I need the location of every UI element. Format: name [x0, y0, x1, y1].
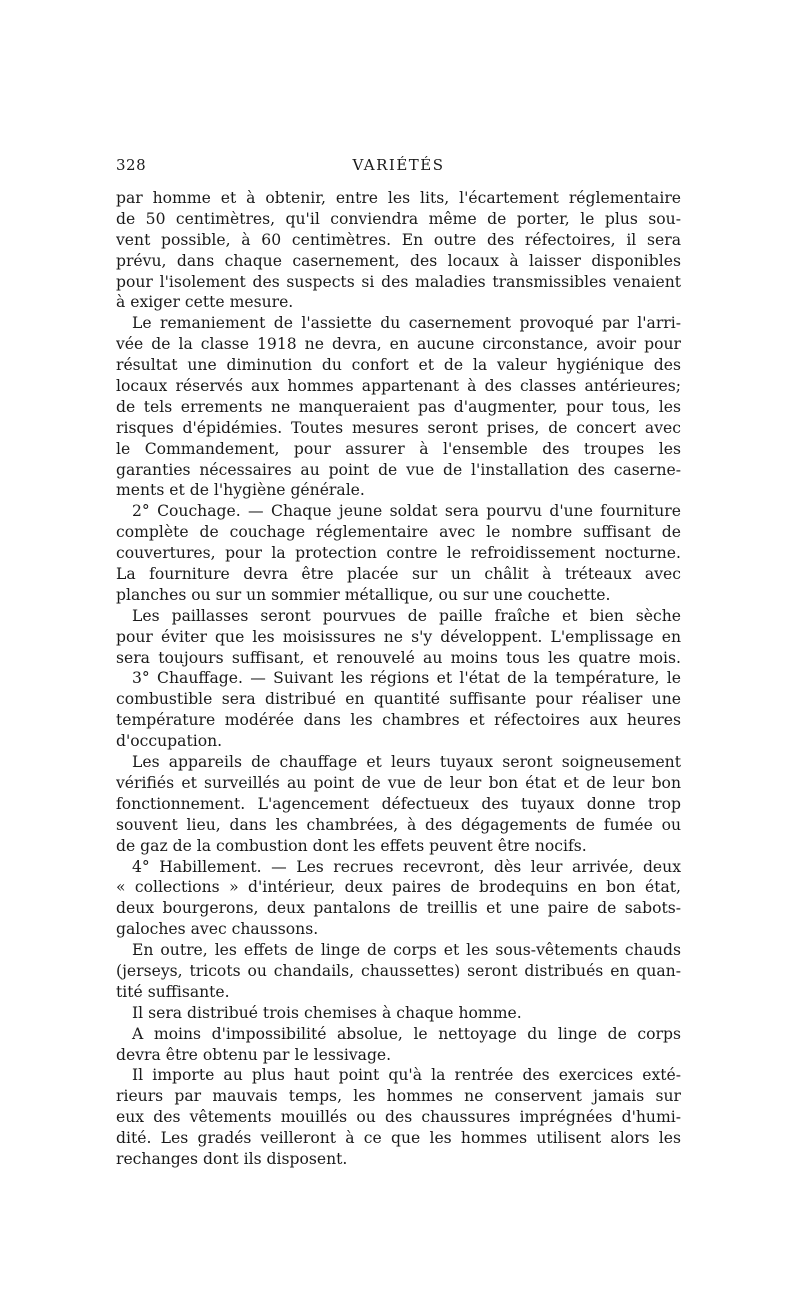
text-line: galoches avec chaussons. [116, 920, 319, 939]
text-line: La fourniture devra être placée sur un châlit à tréteaux avec [116, 565, 681, 584]
text-line: Le remaniement de l'assiette du casernement provoqué par l'arri- [132, 314, 681, 333]
text-line: En outre, les effets de linge de corps et les sous-vêtements chauds [132, 941, 681, 960]
text-line: A moins d'impossibilité absolue, le nettoyage du linge de corps [132, 1024, 681, 1043]
text-line: sera toujours suffisant, et renouvelé au moins tous les quatre mois. [116, 648, 681, 667]
text-line: Il sera distribué trois chemises à chaque homme. [132, 1003, 522, 1022]
text-line: couvertures, pour la protection contre le refroidissement nocturne. [116, 544, 681, 563]
text-line: 2° Couchage. — Chaque jeune soldat sera pourvu d'une fourniture [132, 502, 681, 521]
page-header [116, 156, 681, 180]
text-line: deux bourgerons, deux pantalons de treillis et une paire de sabots- [116, 899, 681, 918]
text-line: fonctionnement. L'agencement défectueux des tuyaux donne trop [116, 794, 681, 813]
text-line: rechanges dont ils disposent. [116, 1149, 348, 1168]
text-line: tité suffisante. [116, 982, 230, 1001]
text-line: planches ou sur un sommier métallique, ou sur une couchette. [116, 585, 611, 604]
text-line: Il importe au plus haut point qu'à la rentrée des exercices exté- [132, 1066, 681, 1085]
text-line: complète de couchage réglementaire avec le nombre suffisant de [116, 523, 681, 542]
text-line: de gaz de la combustion dont les effets peuvent être nocifs. [116, 836, 587, 855]
text-line: 4° Habillement. — Les recrues recevront, dès leur arrivée, deux [132, 857, 681, 876]
text-line: combustible sera distribué en quantité suffisante pour réaliser une [116, 690, 681, 709]
text-line: souvent lieu, dans les chambrées, à des dégagements de fumée ou [116, 815, 681, 834]
text-line: eux des vêtements mouillés ou des chaussures imprégnées d'humi- [116, 1108, 681, 1127]
text-line: vent possible, à 60 centimètres. En outre des réfectoires, il sera [116, 230, 681, 249]
text-line: de 50 centimètres, qu'il conviendra même de porter, le plus sou- [116, 209, 681, 228]
text-line: pour l'isolement des suspects si des maladies transmissibles venaient [116, 272, 681, 291]
text-line: résultat une diminution du confort et de la valeur hygiénique des [116, 356, 681, 375]
text-line: vérifiés et surveillés au point de vue de leur bon état et de leur bon [116, 773, 681, 792]
text-line: ments et de l'hygiène générale. [116, 481, 365, 500]
text-line: rieurs par mauvais temps, les hommes ne conservent jamais sur [116, 1087, 681, 1106]
text-line: locaux réservés aux hommes appartenant à des classes antérieures; [116, 377, 681, 396]
text-line: d'occupation. [116, 732, 223, 751]
text-line: 3° Chauffage. — Suivant les régions et l'état de la température, le [132, 669, 681, 688]
body-text [116, 188, 681, 1170]
page-number: 328 [116, 156, 147, 174]
text-line: pour éviter que les moisissures ne s'y développent. L'emplissage en [116, 627, 681, 646]
text-line: par homme et à obtenir, entre les lits, l'écartement réglementaire [116, 189, 681, 207]
text-line: devra être obtenu par le lessivage. [116, 1045, 392, 1064]
text-line: dité. Les gradés veilleront à ce que les hommes utilisent alors les [116, 1129, 681, 1148]
running-title: VARIÉTÉS [352, 156, 445, 174]
text-line: Les paillasses seront pourvues de paille fraîche et bien sèche [132, 606, 681, 625]
text-line: le Commandement, pour assurer à l'ensemble des troupes les [116, 439, 681, 458]
text-line: garanties nécessaires au point de vue de l'installation des caserne- [116, 460, 681, 479]
text-line: (jerseys, tricots ou chandails, chaussettes) seront distribués en quan- [116, 961, 681, 980]
text-line: prévu, dans chaque casernement, des locaux à laisser disponibles [116, 251, 681, 270]
text-line: vée de la classe 1918 ne devra, en aucune circonstance, avoir pour [116, 335, 681, 354]
text-line: à exiger cette mesure. [116, 293, 294, 312]
text-line: « collections » d'intérieur, deux paires de brodequins en bon état, [116, 878, 681, 897]
text-line: risques d'épidémies. Toutes mesures seront prises, de concert avec [116, 418, 681, 437]
text-line: température modérée dans les chambres et réfectoires aux heures [116, 711, 681, 730]
text-line: Les appareils de chauffage et leurs tuyaux seront soigneusement [132, 753, 681, 772]
text-line: de tels errements ne manqueraient pas d'augmenter, pour tous, les [116, 397, 681, 416]
